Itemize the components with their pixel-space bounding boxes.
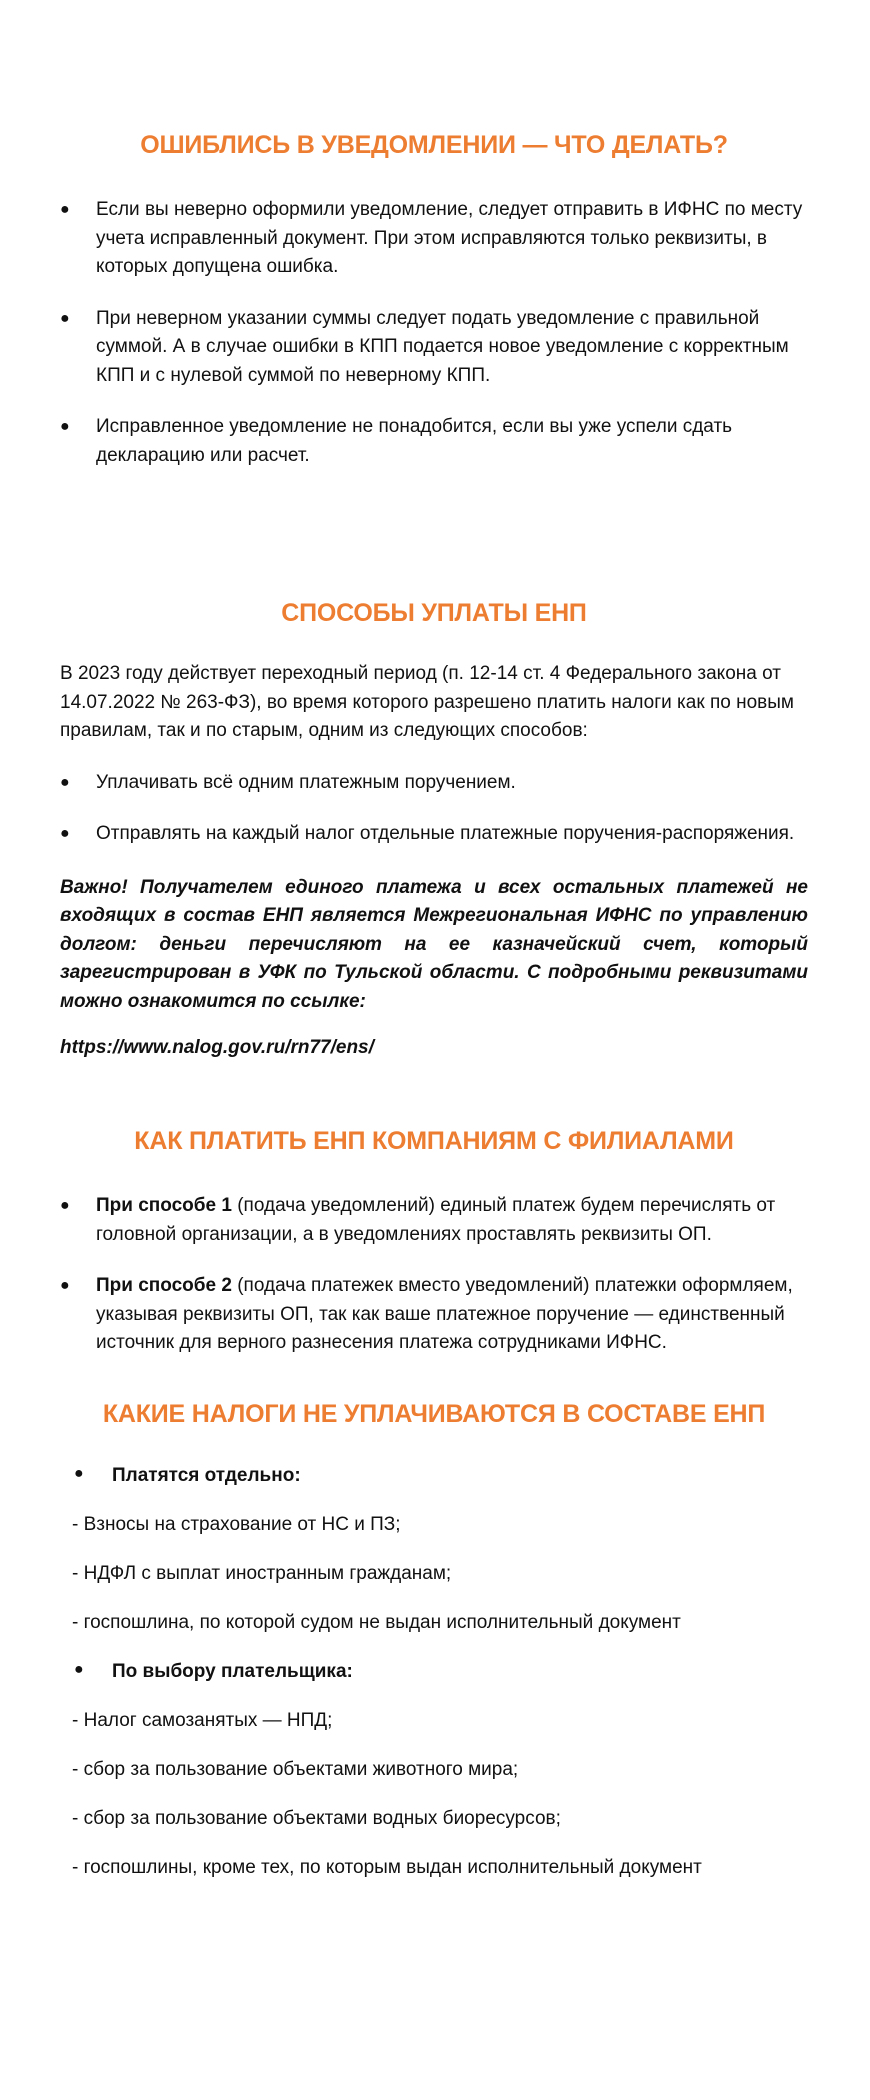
list-item: ● При неверном указании суммы следует подать уведомление с правильной суммой. А в случае ошибки в КПП подается новое уведомление с корректным КПП и с нулевой суммой по неверному КПП. [60,305,808,391]
important-note: Важно! Получателем единого платежа и всех остальных платежей не входящих в состав ЕНП является Межрегиональная ИФНС по управлению долгом: деньги перечисляют на ее казначейский счет, который зарегистрирован в УФК по Тульской области. С подробными реквизитами можно ознакомится по ссылке: [60,876,808,1012]
list-item: - сбор за пользование объектами животного мира; [72,1758,519,1780]
payment-methods-list [60,769,808,849]
list-item: - сбор за пользование объектами водных биоресурсов; [72,1807,561,1829]
list-item: - госпошлина, по которой судом не выдан исполнительный документ [72,1611,681,1633]
list-item: ● Исправленное уведомление не понадобится, если вы уже успели сдать декларацию или расчет. [60,413,808,470]
ens-link[interactable]: https://www.nalog.gov.ru/rn77/ens/ [60,1037,374,1058]
notification-errors-list [60,196,808,470]
bullet-icon: ● [60,1197,70,1214]
bullet-icon: ● [60,1277,70,1294]
list-item: - НДФЛ с выплат иностранным гражданам; [72,1562,452,1584]
list-item: ● При способе 2 (подача платежек вместо уведомлений) платежки оформляем, указывая реквизиты ОП, так как ваше платежное поручение — единственный источник для верного разнесения платежа сотрудниками ИФНС. [60,1272,808,1358]
bullet-icon: ● [60,201,70,218]
list-item: ● Отправлять на каждый налог отдельные платежные поручения-распоряжения. [60,820,808,849]
group-title-paid-separately: ● Платятся отдельно: [74,1464,301,1486]
section-title-branches: КАК ПЛАТИТЬ ЕНП КОМПАНИЯМ С ФИЛИАЛАМИ [134,1127,734,1155]
bullet-icon: ● [60,418,70,435]
section-title-excluded-taxes: КАКИЕ НАЛОГИ НЕ УПЛАЧИВАЮТСЯ В СОСТАВЕ ЕНП [102,1399,766,1428]
list-item: - Взносы на страхование от НС и ПЗ; [72,1513,401,1535]
list-item: ● При способе 1 (подача уведомлений) единый платеж будем перечислять от головной организации, а в уведомлениях проставлять реквизиты ОП. [60,1192,808,1249]
list-item: - госпошлины, кроме тех, по которым выдан исполнительный документ [72,1856,702,1878]
section-title-notification-errors: ОШИБЛИСЬ В УВЕДОМЛЕНИИ — ЧТО ДЕЛАТЬ? [140,131,728,159]
bullet-icon: ● [60,309,70,327]
bullet-icon: ● [60,825,70,842]
bullet-icon: ● [60,773,70,791]
payment-methods-intro: В 2023 году действует переходный период (п. 12-14 ст. 4 Федерального закона от 14.07.2022 № 263-ФЗ), во время которого разрешено платить налоги как по новым правилам, так и по старым, одним из следующих способов: [60,663,794,741]
bullet-icon: ● [74,1660,84,1678]
list-item: ● Уплачивать всё одним платежным поручением. [60,769,808,798]
list-item: - Налог самозанятых — НПД; [72,1709,333,1731]
group-title-payer-choice: ● По выбору плательщика: [74,1660,353,1682]
branches-list [60,1192,808,1358]
bullet-icon: ● [74,1464,84,1482]
section-title-payment-methods: СПОСОБЫ УПЛАТЫ ЕНП [281,599,587,627]
list-item: ● Если вы неверно оформили уведомление, следует отправить в ИФНС по месту учета исправленный документ. При этом исправляются только реквизиты, в которых допущена ошибка. [60,196,808,282]
